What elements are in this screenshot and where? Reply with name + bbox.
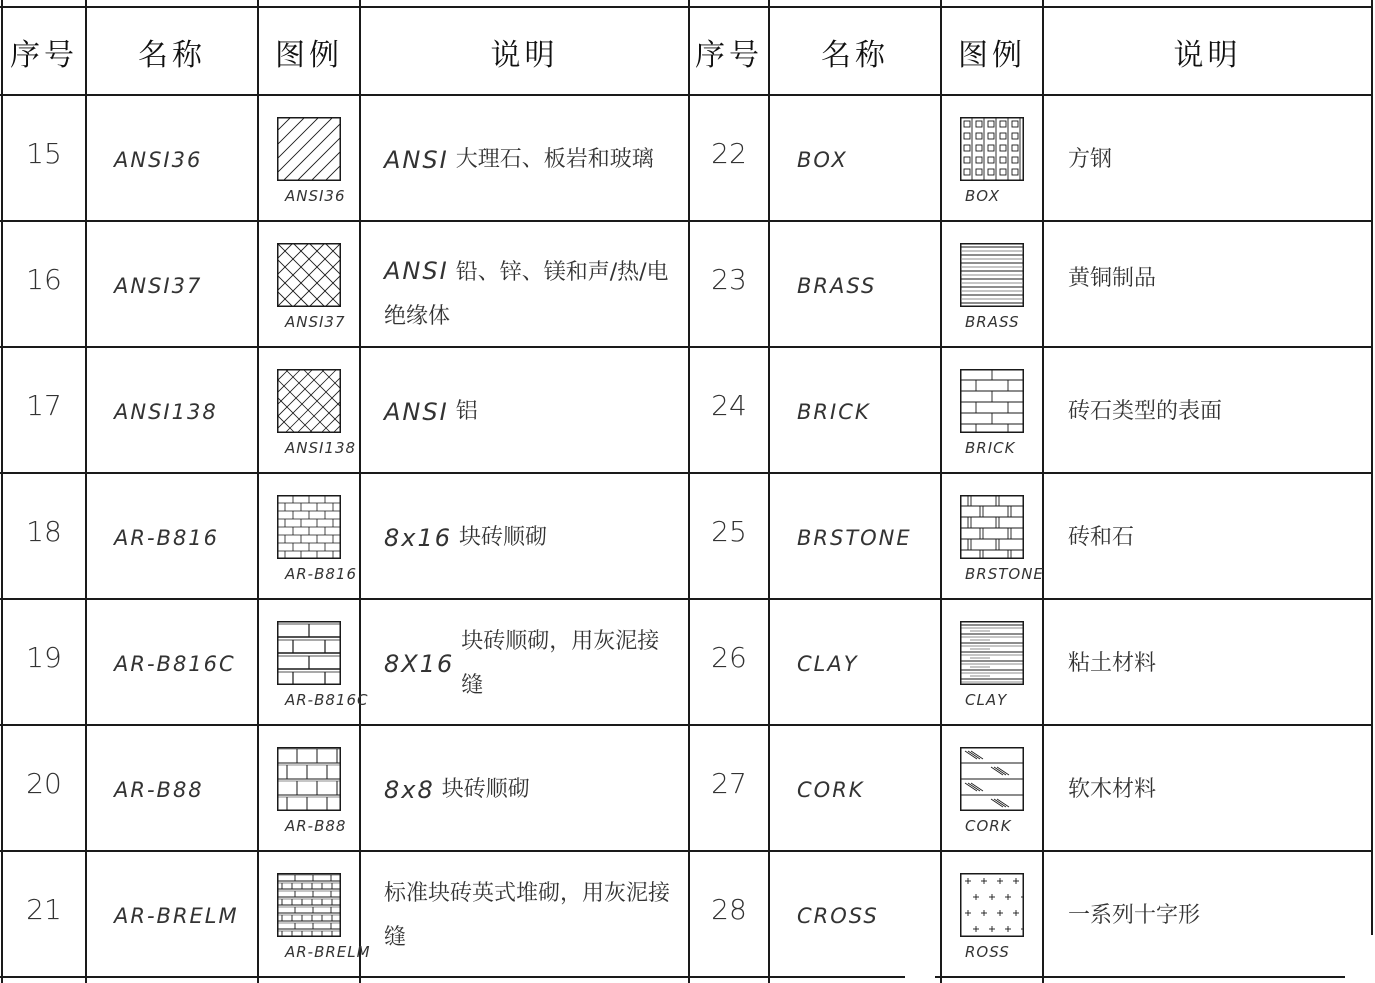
pattern-swatch-icon: [277, 873, 341, 937]
pattern-description: 黄铜制品: [1068, 266, 1157, 291]
desc-en: ANSI: [384, 398, 449, 426]
header-name-left: 名称: [138, 37, 206, 73]
pattern-description: [384, 601, 689, 727]
pattern-name: BRASS: [797, 274, 877, 298]
pattern-description: [384, 853, 689, 979]
pattern-description: [384, 223, 689, 349]
swatch-caption: BRASS: [965, 313, 1020, 331]
seq-number: 23: [711, 262, 747, 296]
swatch-caption: BOX: [965, 187, 1000, 205]
header-desc-left: 说明: [490, 37, 559, 73]
desc-en: ANSI: [384, 257, 449, 285]
pattern-swatch-icon: [960, 495, 1024, 559]
swatch-caption: CLAY: [965, 691, 1008, 709]
pattern-swatch-icon: [277, 243, 341, 307]
pattern-swatch-icon: [960, 873, 1024, 937]
header-desc-right: 说明: [1173, 37, 1242, 73]
desc-en: 8x16: [384, 524, 453, 552]
pattern-name: CLAY: [797, 652, 859, 676]
desc-cn: 标准块砖英式堆砌，用灰泥接缝: [384, 881, 671, 950]
desc-cn: 铅、锌、镁和声/热/电: [455, 260, 669, 285]
grid-vline: [359, 0, 361, 983]
pattern-name: AR-B88: [114, 778, 204, 802]
header-name-right: 名称: [821, 37, 889, 73]
pattern-name: BRSTONE: [797, 526, 912, 550]
pattern-name: ANSI36: [114, 148, 203, 172]
pattern-name: CROSS: [797, 904, 879, 928]
pattern-swatch-icon: [277, 369, 341, 433]
seq-number: 28: [711, 892, 747, 926]
desc-en: 8x8: [384, 776, 435, 804]
swatch-caption: BRICK: [965, 439, 1016, 457]
pattern-name: AR-B816C: [114, 652, 236, 676]
pattern-name: ANSI37: [114, 274, 203, 298]
seq-number: 15: [26, 136, 62, 170]
pattern-name: BRICK: [797, 400, 871, 424]
desc-en: 8X16: [384, 650, 455, 678]
seq-number: 27: [711, 766, 747, 800]
seq-number: 25: [711, 514, 747, 548]
pattern-name: BOX: [797, 148, 848, 172]
pattern-description: [384, 727, 689, 853]
seq-number: 26: [711, 640, 747, 674]
desc-cn-line2: 绝缘体: [384, 304, 451, 329]
seq-number: 17: [26, 388, 62, 422]
pattern-description: 方钢: [1068, 147, 1113, 172]
seq-number: 19: [26, 640, 62, 674]
swatch-caption: AR-BRELM: [285, 943, 371, 961]
swatch-caption: AR-B816C: [285, 691, 369, 709]
pattern-description: [384, 97, 689, 223]
pattern-swatch-icon: [277, 495, 341, 559]
desc-cn: 铝: [455, 399, 478, 424]
desc-en: ANSI: [384, 146, 449, 174]
swatch-caption: BRSTONE: [965, 565, 1044, 583]
pattern-description: 砖石类型的表面: [1068, 399, 1223, 424]
seq-number: 16: [26, 262, 62, 296]
header-legend-left: 图例: [275, 37, 343, 73]
seq-number: 22: [711, 136, 747, 170]
pattern-description: 粘土材料: [1068, 651, 1157, 676]
desc-cn: 块砖顺砌: [459, 525, 548, 550]
pattern-name: AR-B816: [114, 526, 220, 550]
pattern-description: 砖和石: [1068, 525, 1135, 550]
seq-number: 24: [711, 388, 747, 422]
swatch-caption: ROSS: [965, 943, 1010, 961]
header-legend-right: 图例: [958, 37, 1026, 73]
pattern-swatch-icon: [277, 117, 341, 181]
pattern-swatch-icon: [277, 621, 341, 685]
pattern-description: [384, 475, 689, 601]
swatch-caption: ANSI37: [285, 313, 346, 331]
pattern-name: AR-BRELM: [114, 904, 239, 928]
seq-number: 21: [26, 892, 62, 926]
pattern-swatch-icon: [960, 243, 1024, 307]
desc-cn: 块砖顺砌: [441, 777, 530, 802]
seq-number: 20: [26, 766, 62, 800]
pattern-name: ANSI138: [114, 400, 218, 424]
pattern-swatch-icon: [277, 747, 341, 811]
swatch-caption: ANSI138: [285, 439, 357, 457]
scan-artifact: [905, 962, 935, 983]
swatch-caption: AR-B88: [285, 817, 347, 835]
header-seq-right: 序号: [695, 37, 763, 73]
scan-artifact: [1345, 935, 1375, 983]
pattern-description: 一系列十字形: [1068, 903, 1201, 928]
pattern-description: 软木材料: [1068, 777, 1157, 802]
seq-number: 18: [26, 514, 62, 548]
pattern-name: CORK: [797, 778, 865, 802]
swatch-caption: CORK: [965, 817, 1012, 835]
grid-vline: [1042, 0, 1044, 983]
pattern-swatch-icon: [960, 369, 1024, 433]
desc-cn: 块砖顺砌，用灰泥接缝: [461, 629, 660, 698]
desc-cn: 大理石、板岩和玻璃: [455, 147, 654, 172]
swatch-caption: ANSI36: [285, 187, 346, 205]
pattern-swatch-icon: [960, 747, 1024, 811]
swatch-caption: AR-B816: [285, 565, 358, 583]
pattern-swatch-icon: [960, 621, 1024, 685]
header-seq-left: 序号: [10, 37, 78, 73]
pattern-swatch-icon: [960, 117, 1024, 181]
pattern-description: [384, 349, 689, 475]
